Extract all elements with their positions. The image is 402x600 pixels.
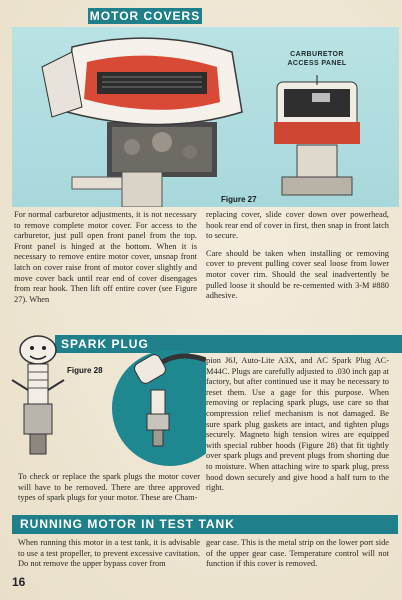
motor-covers-text-right [206, 210, 389, 302]
heading-spark-plug: SPARK PLUG [55, 335, 402, 353]
spark-plug-text-right [206, 356, 389, 494]
figure-27-label: Figure 27 [221, 195, 257, 204]
running-motor-text-right [206, 538, 389, 570]
paragraph: gear case. This is the metal strip on the lower port side of the upper gear case. Temperature control will not function if this cover is removed. [206, 538, 389, 569]
spark-plug-illustration [8, 330, 206, 470]
page-number: 16 [12, 575, 26, 589]
spark-plug-text-left [18, 472, 200, 504]
paragraph: When running this motor in a test tank, it is advisable to use a test propeller, to prevent excessive cavitation. Do not remove the upper bypass cover from [18, 538, 200, 569]
paragraph: To check or replace the spark plugs the motor cover will have to be removed. There are three approved types of spark plugs for your motor. These are Cham- [18, 472, 200, 503]
paragraph: replacing cover, slide cover down over powerhead, hook rear end of cover in first, then snap in front latch to secure. [206, 210, 389, 241]
motor-covers-photo [12, 27, 399, 207]
figure-28-label: Figure 28 [67, 366, 103, 375]
heading-running-motor: RUNNING MOTOR IN TEST TANK [12, 515, 398, 534]
running-motor-text-left [18, 538, 200, 570]
motor-covers-text-left [14, 210, 197, 305]
carburetor-access-panel-label: CARBURETOR ACCESS PANEL [287, 51, 347, 67]
paragraph: Care should be taken when installing or removing cover to prevent pulling cover seal loose from lower motor cover rim. Should the seal inadvertently be pulled loose it should be re-cemented with 3-M #880 adhesive. [206, 248, 389, 301]
paragraph: pion J6J, Auto-Lite A3X, and AC Spark Plug AC-M44C. Plugs are carefully adjusted to .030 inch gap at factory, but after continued use it may be necessary to reset them. Use a gage for this purpose. When removing or replacing spark plugs, use care so that compression relief mechanism is not damaged. Be sure spark plug gaskets are intact, and tighten plugs securely. Magneto high tension wires are equipped with special rubber hoods (Figure 28) that fit tightly over spark plugs and prevent plugs from shorting due to moisture. When attaching wire to spark plug, press hood down securely and give hood a half turn to the right. [206, 356, 389, 493]
heading-motor-covers: MOTOR COVERS [89, 9, 201, 23]
paragraph: For normal carburetor adjustments, it is not necessary to remove complete motor cover. For access to the carburetor, just pull open front panel from the top. Front panel is hinged at the bottom. When it is necessary to remove entire motor cover, unsnap front latch on cover raise front of motor cover slightly and move cover back until rear end of cover disengages from rear hook. Then lift off entire cover (see Figure 27). When [14, 210, 197, 304]
